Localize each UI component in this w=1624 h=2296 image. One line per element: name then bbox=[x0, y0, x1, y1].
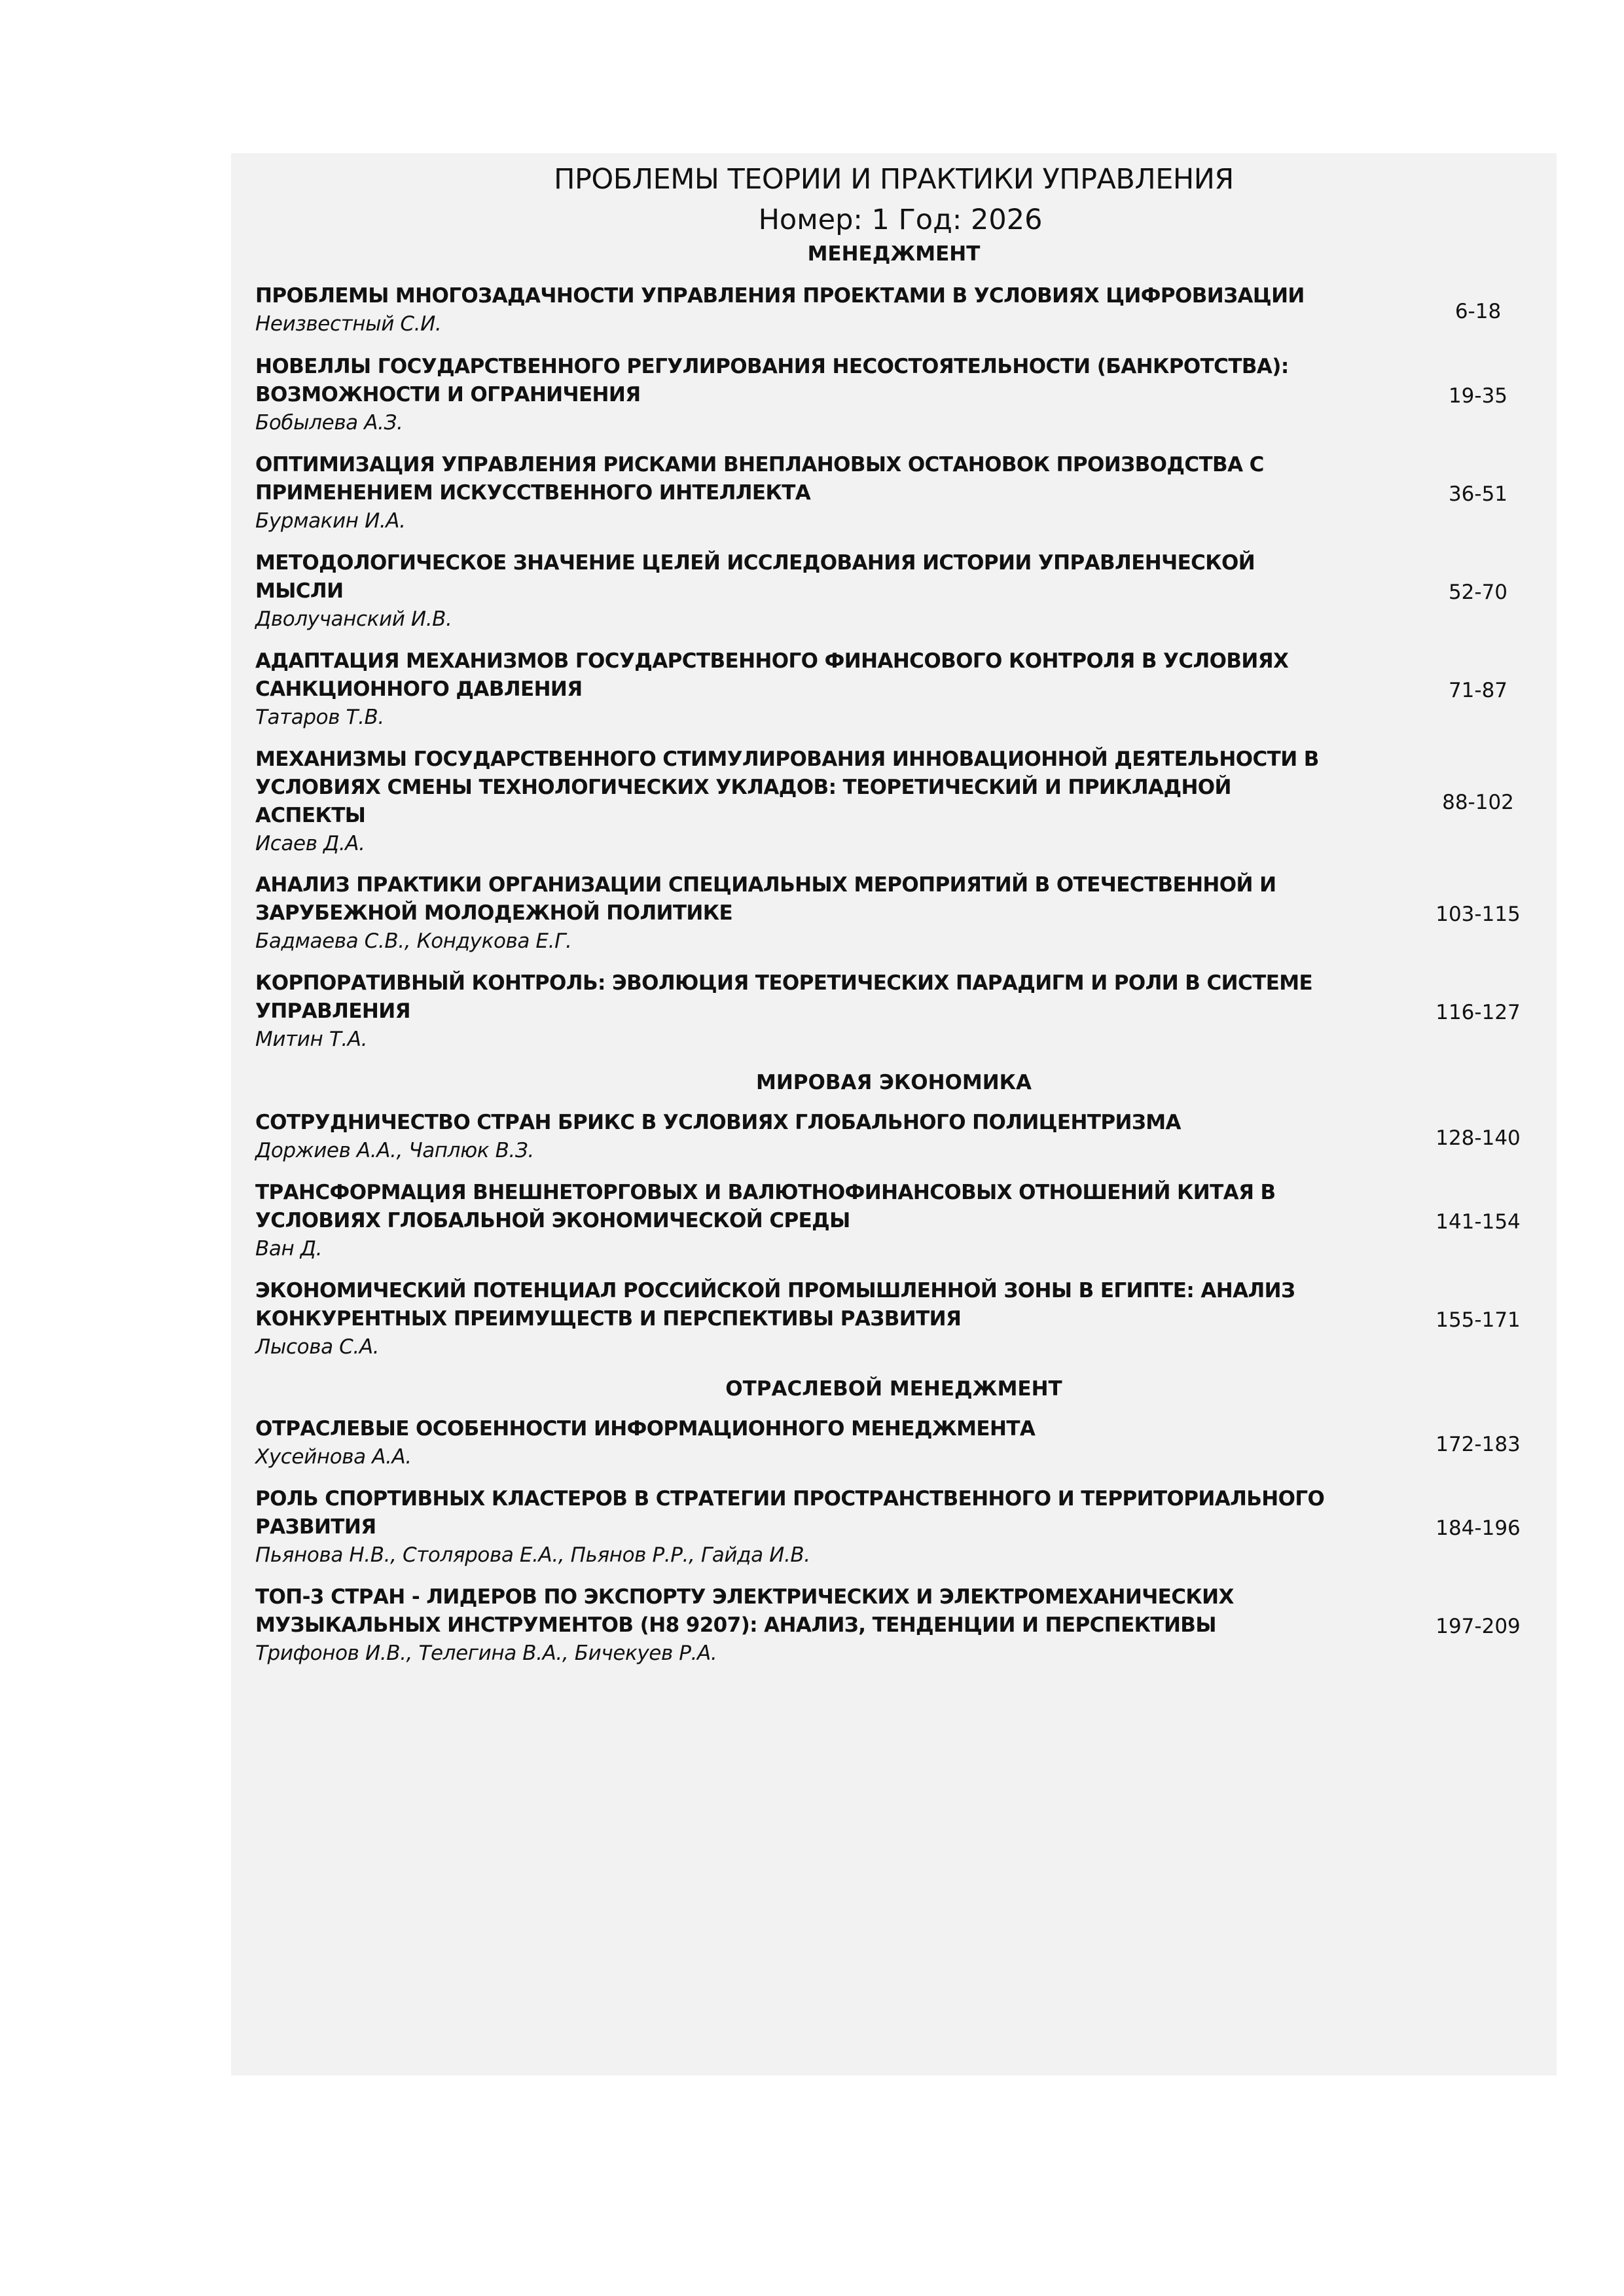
article-title[interactable]: АНАЛИЗ ПРАКТИКИ ОРГАНИЗАЦИИ СПЕЦИАЛЬНЫХ МЕРОПРИЯТИЙ В ОТЕЧЕСТВЕННОЙ И ЗАРУБЕЖНОЙ МОЛОДЕЖНОЙ ПОЛИТИКЕ bbox=[255, 873, 1276, 925]
section-heading: ОТРАСЛЕВОЙ МЕНЕДЖМЕНТ bbox=[725, 1377, 1062, 1401]
article-authors: Татаров Т.В. bbox=[255, 706, 384, 729]
article-pages: 141-154 bbox=[1435, 1210, 1521, 1234]
article-title[interactable]: НОВЕЛЛЫ ГОСУДАРСТВЕННОГО РЕГУЛИРОВАНИЯ НЕСОСТОЯТЕЛЬНОСТИ (БАНКРОТСТВА): ВОЗМОЖНОСТИ И ОГРАНИЧЕНИЯ bbox=[255, 355, 1289, 406]
article-pages: 71-87 bbox=[1448, 678, 1508, 702]
article-pages: 88-102 bbox=[1442, 791, 1514, 814]
section-heading: МИРОВАЯ ЭКОНОМИКА bbox=[755, 1071, 1032, 1094]
article-authors: Ван Д. bbox=[255, 1237, 323, 1261]
article-title[interactable]: ОТРАСЛЕВЫЕ ОСОБЕННОСТИ ИНФОРМАЦИОННОГО МЕНЕДЖМЕНТА bbox=[255, 1417, 1036, 1441]
article-entry[interactable] bbox=[255, 1109, 1557, 1168]
article-pages: 36-51 bbox=[1448, 482, 1508, 506]
article-entry[interactable] bbox=[255, 871, 1557, 958]
article-pages: 155-171 bbox=[1435, 1308, 1521, 1332]
article-entry[interactable] bbox=[255, 1179, 1557, 1265]
article-title[interactable]: РОЛЬ СПОРТИВНЫХ КЛАСТЕРОВ В СТРАТЕГИИ ПРОСТРАНСТВЕННОГО И ТЕРРИТОРИАЛЬНОГО РАЗВИТИЯ bbox=[255, 1487, 1325, 1539]
article-authors: Бобылева А.З. bbox=[255, 411, 403, 435]
article-entry[interactable] bbox=[255, 1485, 1557, 1571]
article-title[interactable]: ОПТИМИЗАЦИЯ УПРАВЛЕНИЯ РИСКАМИ ВНЕПЛАНОВЫХ ОСТАНОВОК ПРОИЗВОДСТВА С ПРИМЕНЕНИЕМ ИСКУССТВЕННОГО ИНТЕЛЛЕКТА bbox=[255, 453, 1264, 505]
article-title[interactable]: МЕТОДОЛОГИЧЕСКОЕ ЗНАЧЕНИЕ ЦЕЛЕЙ ИССЛЕДОВАНИЯ ИСТОРИИ УПРАВЛЕНЧЕСКОЙ МЫСЛИ bbox=[255, 551, 1255, 603]
article-authors: Митин Т.А. bbox=[255, 1028, 368, 1051]
article-title[interactable]: ТРАНСФОРМАЦИЯ ВНЕШНЕТОРГОВЫХ И ВАЛЮТНОФИНАНСОВЫХ ОТНОШЕНИЙ КИТАЯ В УСЛОВИЯХ ГЛОБАЛЬНОЙ ЭКОНОМИЧЕСКОЙ СРЕДЫ bbox=[255, 1181, 1276, 1232]
table-of-contents bbox=[231, 153, 1557, 2075]
article-pages: 6-18 bbox=[1454, 299, 1502, 323]
article-pages: 197-209 bbox=[1435, 1614, 1521, 1638]
article-pages: 19-35 bbox=[1448, 384, 1508, 408]
article-entry[interactable] bbox=[255, 1583, 1557, 1670]
article-entry[interactable] bbox=[255, 647, 1557, 734]
article-entry[interactable] bbox=[255, 745, 1557, 860]
issue-info: Номер: 1 Год: 2026 bbox=[758, 204, 1043, 236]
article-title[interactable]: СОТРУДНИЧЕСТВО СТРАН БРИКС В УСЛОВИЯХ ГЛОБАЛЬНОГО ПОЛИЦЕНТРИЗМА bbox=[255, 1111, 1181, 1134]
article-authors: Доржиев А.А., Чаплюк В.З. bbox=[255, 1139, 534, 1162]
article-authors: Дволучанский И.В. bbox=[255, 607, 452, 631]
article-authors: Неизвестный С.И. bbox=[255, 312, 442, 336]
section-heading: МЕНЕДЖМЕНТ bbox=[807, 242, 981, 266]
article-entry[interactable] bbox=[255, 1415, 1557, 1474]
article-title[interactable]: ТОП-3 СТРАН - ЛИДЕРОВ ПО ЭКСПОРТУ ЭЛЕКТРИЧЕСКИХ И ЭЛЕКТРОМЕХАНИЧЕСКИХ МУЗЫКАЛЬНЫХ ИНСТРУМЕНТОВ (Н8 9207): АНАЛИЗ, ТЕНДЕНЦИИ И ПЕРСПЕКТИВЫ bbox=[255, 1585, 1234, 1637]
article-title[interactable]: КОРПОРАТИВНЫЙ КОНТРОЛЬ: ЭВОЛЮЦИЯ ТЕОРЕТИЧЕСКИХ ПАРАДИГМ И РОЛИ В СИСТЕМЕ УПРАВЛЕНИЯ bbox=[255, 971, 1313, 1023]
article-entry[interactable] bbox=[255, 1277, 1557, 1363]
article-authors: Бадмаева С.В., Кондукова Е.Г. bbox=[255, 929, 572, 953]
article-title[interactable]: МЕХАНИЗМЫ ГОСУДАРСТВЕННОГО СТИМУЛИРОВАНИЯ ИННОВАЦИОННОЙ ДЕЯТЕЛЬНОСТИ В УСЛОВИЯХ СМЕНЫ ТЕХНОЛОГИЧЕСКИХ УКЛАДОВ: ТЕОРЕТИЧЕСКИЙ И ПРИКЛАДНОЙ АСПЕКТЫ bbox=[255, 747, 1319, 827]
article-authors: Трифонов И.В., Телегина В.А., Бичекуев Р.А. bbox=[255, 1641, 717, 1665]
article-pages: 172-183 bbox=[1435, 1432, 1521, 1456]
article-title[interactable]: ЭКОНОМИЧЕСКИЙ ПОТЕНЦИАЛ РОССИЙСКОЙ ПРОМЫШЛЕННОЙ ЗОНЫ В ЕГИПТЕ: АНАЛИЗ КОНКУРЕНТНЫХ ПРЕИМУЩЕСТВ И ПЕРСПЕКТИВЫ РАЗВИТИЯ bbox=[255, 1279, 1295, 1331]
article-authors: Пьянова Н.В., Столярова Е.А., Пьянов Р.Р., Гайда И.В. bbox=[255, 1543, 810, 1567]
article-authors: Бурмакин И.А. bbox=[255, 509, 406, 533]
article-pages: 103-115 bbox=[1435, 902, 1521, 926]
article-pages: 128-140 bbox=[1435, 1126, 1521, 1150]
article-entry[interactable] bbox=[255, 451, 1557, 537]
article-pages: 184-196 bbox=[1435, 1516, 1521, 1540]
journal-title: ПРОБЛЕМЫ ТЕОРИИ И ПРАКТИКИ УПРАВЛЕНИЯ bbox=[554, 163, 1234, 196]
article-entry[interactable] bbox=[255, 969, 1557, 1056]
article-title[interactable]: ПРОБЛЕМЫ МНОГОЗАДАЧНОСТИ УПРАВЛЕНИЯ ПРОЕКТАМИ В УСЛОВИЯХ ЦИФРОВИЗАЦИИ bbox=[255, 284, 1305, 308]
article-pages: 116-127 bbox=[1435, 1000, 1521, 1024]
article-authors: Исаев Д.А. bbox=[255, 832, 365, 855]
article-entry[interactable] bbox=[255, 353, 1557, 439]
article-authors: Хусейнова А.А. bbox=[255, 1445, 412, 1469]
article-title[interactable]: АДАПТАЦИЯ МЕХАНИЗМОВ ГОСУДАРСТВЕННОГО ФИНАНСОВОГО КОНТРОЛЯ В УСЛОВИЯХ САНКЦИОННОГО ДАВЛЕНИЯ bbox=[255, 649, 1289, 701]
article-pages: 52-70 bbox=[1448, 580, 1508, 604]
article-entry[interactable] bbox=[255, 549, 1557, 636]
article-authors: Лысова С.А. bbox=[255, 1335, 380, 1359]
article-entry[interactable] bbox=[255, 282, 1557, 341]
